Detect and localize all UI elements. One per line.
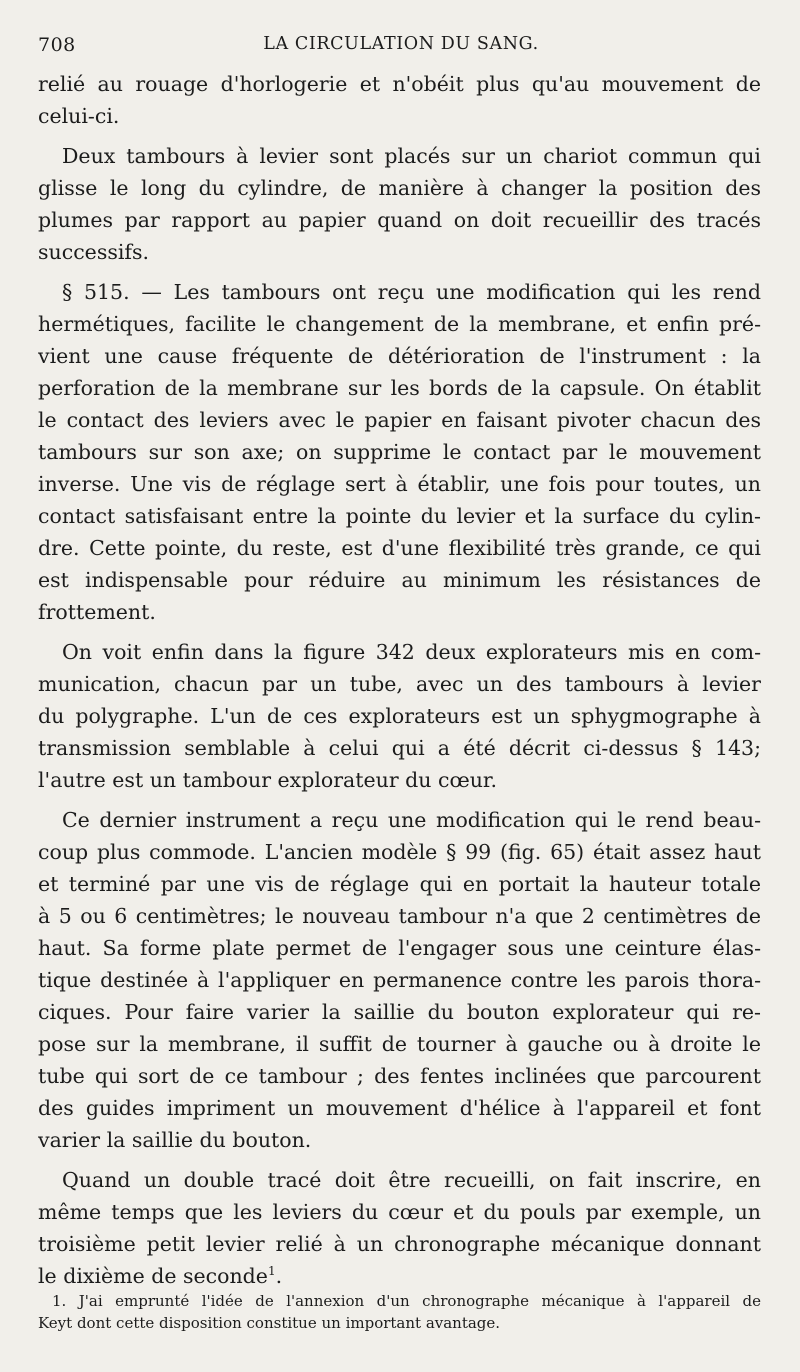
text-line: et terminé par une vis de réglage qui en portait la hauteur totale bbox=[38, 872, 761, 896]
text-line: celui-ci. bbox=[38, 104, 120, 128]
text-line: tique destinée à l'appliquer en permanence contre les parois thora- bbox=[38, 968, 761, 992]
text-line: même temps que les leviers du cœur et du pouls par exemple, un bbox=[38, 1200, 761, 1224]
text-line: On voit enfin dans la figure 342 deux explorateurs mis en com- bbox=[62, 640, 761, 664]
text-line: le contact des leviers avec le papier en faisant pivoter chacun des bbox=[38, 408, 761, 432]
text-line: haut. Sa forme plate permet de l'engager sous une ceinture élas- bbox=[38, 936, 761, 960]
text-line: vient une cause fréquente de détérioration de l'instrument : la bbox=[38, 344, 761, 368]
footnote-line: 1. J'ai emprunté l'idée de l'annexion d'un chronographe mécanique à l'appareil de bbox=[52, 1292, 761, 1310]
paragraph bbox=[38, 1164, 761, 1292]
page-header bbox=[38, 30, 764, 60]
text-line: tambours sur son axe; on supprime le contact par le mouvement bbox=[38, 440, 761, 464]
text-line: est indispensable pour réduire au minimum les résistances de bbox=[38, 568, 761, 592]
text-line: du polygraphe. L'un de ces explorateurs est un sphygmographe à bbox=[38, 704, 761, 728]
text-line: munication, chacun par un tube, avec un des tambours à levier bbox=[38, 672, 761, 696]
text-line: troisième petit levier relié à un chronographe mécanique donnant bbox=[38, 1232, 761, 1256]
text-line: ciques. Pour faire varier la saillie du bouton explorateur qui re- bbox=[38, 1000, 761, 1024]
text-line: à 5 ou 6 centimètres; le nouveau tambour n'a que 2 centimètres de bbox=[38, 904, 761, 928]
text-line: Deux tambours à levier sont placés sur un chariot commun qui bbox=[62, 144, 761, 168]
text-line: dre. Cette pointe, du reste, est d'une flexibilité très grande, ce qui bbox=[38, 536, 761, 560]
text-line: frottement. bbox=[38, 600, 156, 624]
text-line: coup plus commode. L'ancien modèle § 99 (fig. 65) était assez haut bbox=[38, 840, 761, 864]
paragraph bbox=[38, 68, 761, 132]
paragraph bbox=[38, 276, 761, 628]
text-line: tube qui sort de ce tambour ; des fentes inclinées que parcourent bbox=[38, 1064, 761, 1088]
page-number: 708 bbox=[38, 34, 76, 56]
body-text bbox=[38, 68, 761, 1292]
text-line: inverse. Une vis de réglage sert à établir, une fois pour toutes, un bbox=[38, 472, 761, 496]
paragraph bbox=[38, 804, 761, 1156]
text-line: hermétiques, facilite le changement de la membrane, et enfin pré- bbox=[38, 312, 761, 336]
footnote-reference[interactable]: 1 bbox=[267, 1264, 276, 1279]
footnote-line: Keyt dont cette disposition constitue un important avantage. bbox=[38, 1314, 501, 1332]
paragraph bbox=[38, 636, 761, 796]
text-line: successifs. bbox=[38, 240, 150, 264]
running-title: LA CIRCULATION DU SANG. bbox=[263, 34, 539, 54]
footnotes bbox=[38, 1290, 761, 1334]
text-line: Quand un double tracé doit être recueilli, on fait inscrire, en bbox=[62, 1168, 761, 1192]
text-line: pose sur la membrane, il suffit de tourner à gauche ou à droite le bbox=[38, 1032, 761, 1056]
text-line: § 515. — Les tambours ont reçu une modification qui les rend bbox=[62, 280, 761, 304]
text-line: l'autre est un tambour explorateur du cœur. bbox=[38, 768, 497, 792]
paragraph bbox=[38, 140, 761, 268]
text-line: glisse le long du cylindre, de manière à changer la position des bbox=[38, 176, 761, 200]
text-line bbox=[38, 1260, 761, 1292]
text-line: transmission semblable à celui qui a été décrit ci-dessus § 143; bbox=[38, 736, 761, 760]
text-line: varier la saillie du bouton. bbox=[38, 1128, 312, 1152]
text-line: Ce dernier instrument a reçu une modification qui le rend beau- bbox=[62, 808, 761, 832]
text-line: plumes par rapport au papier quand on doit recueillir des tracés bbox=[38, 208, 761, 232]
text-fragment: le dixième de seconde bbox=[38, 1264, 268, 1288]
text-line: des guides impriment un mouvement d'hélice à l'appareil et font bbox=[38, 1096, 761, 1120]
text-line: perforation de la membrane sur les bords de la capsule. On établit bbox=[38, 376, 761, 400]
text-line: relié au rouage d'horlogerie et n'obéit plus qu'au mouvement de bbox=[38, 72, 761, 96]
text-line: contact satisfaisant entre la pointe du levier et la surface du cylin- bbox=[38, 504, 761, 528]
text-fragment: . bbox=[275, 1264, 283, 1288]
